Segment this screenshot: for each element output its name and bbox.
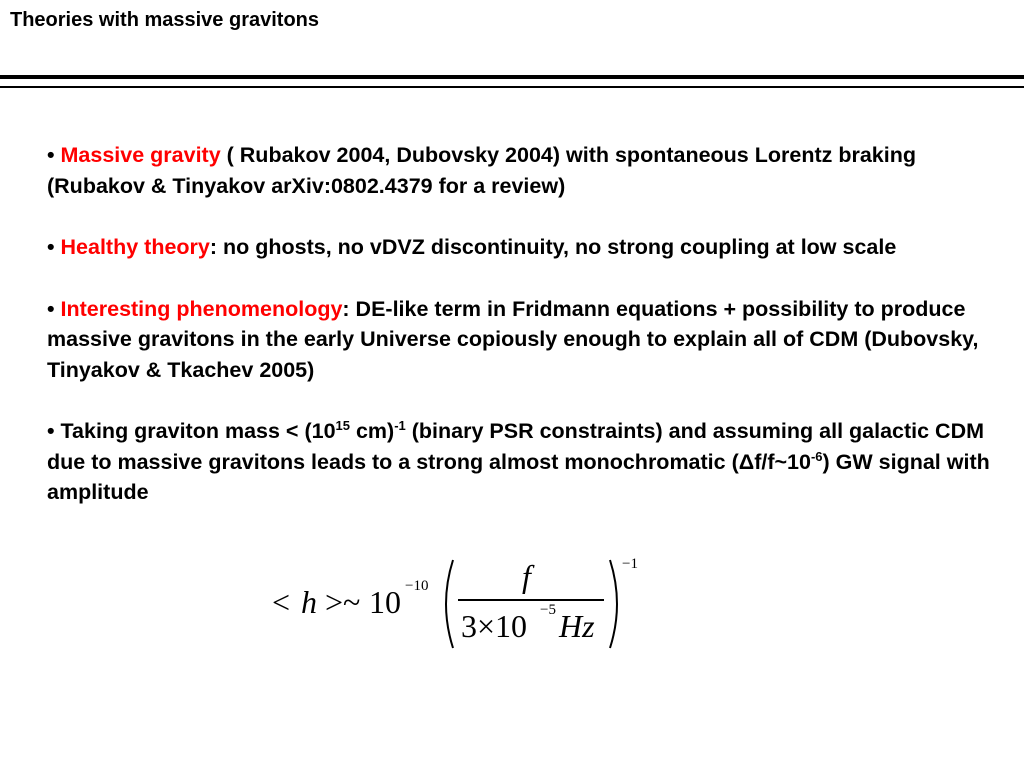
bullet-marker: • — [47, 419, 55, 443]
bullet-highlight: Interesting phenomenology — [60, 296, 343, 321]
bullet-text-part2: cm) — [350, 419, 395, 443]
bullet-text: : DE-like term in Fridmann equations + possibility to produce massive gravitons in the early Universe copiously enough to explain all of CDM (Dubovsky, Tinyakov & Tkachev 2005) — [47, 296, 979, 382]
bullet-sup-minus6: -6 — [810, 448, 823, 464]
formula-numerator: f — [522, 558, 531, 594]
bullet-text: ( Rubakov 2004, Dubovsky 2004) with spontaneous Lorentz braking (Rubakov & Tinyakov arXiv:0802.4379 for a review) — [47, 143, 916, 198]
bullet-text-part4: ) GW signal with amplitude — [47, 449, 990, 504]
formula-base: 10 — [369, 584, 401, 620]
bullet-sup-15: 15 — [335, 417, 350, 433]
formula-base-exponent: −10 — [405, 578, 429, 594]
formula-denominator-coefficient: 3×10 — [461, 608, 528, 644]
formula-lhs-open: < — [272, 584, 291, 620]
bullet-marker: • — [47, 143, 55, 167]
title-rule-thin — [0, 86, 1024, 88]
left-paren-icon — [437, 558, 457, 650]
formula-lhs-h: h — [301, 584, 317, 620]
title-rule-thick — [0, 75, 1024, 79]
fraction-bar — [458, 599, 604, 601]
bullet-highlight: Healthy theory — [60, 235, 210, 259]
formula-denominator-exponent: −5 — [540, 602, 556, 618]
bullet-sup-minus1: -1 — [394, 417, 406, 433]
bullet-marker: • — [47, 296, 55, 321]
bullet-interesting-phenomenology — [47, 294, 997, 386]
formula-outer-exponent: −1 — [622, 556, 638, 572]
bullet-highlight: Massive gravity — [60, 143, 221, 167]
bullet-text-part3: (binary PSR constraints) and assuming all galactic CDM due to massive gravitons leads to a strong almost monochromatic (Δf/f~10 — [47, 419, 985, 474]
formula-lhs-close: >~ — [325, 584, 361, 620]
bullet-marker: • — [47, 235, 55, 259]
bullet-text-part1: Taking graviton mass < (10 — [54, 419, 336, 443]
bullet-graviton-mass — [47, 416, 997, 508]
bullet-massive-gravity — [47, 140, 997, 201]
bullet-list — [47, 140, 997, 539]
bullet-text: : no ghosts, no vDVZ discontinuity, no strong coupling at low scale — [209, 235, 897, 259]
amplitude-formula — [272, 556, 652, 652]
slide-title: Theories with massive gravitons — [10, 9, 319, 31]
formula-denominator-unit: Hz — [559, 608, 595, 644]
bullet-healthy-theory — [47, 232, 997, 263]
